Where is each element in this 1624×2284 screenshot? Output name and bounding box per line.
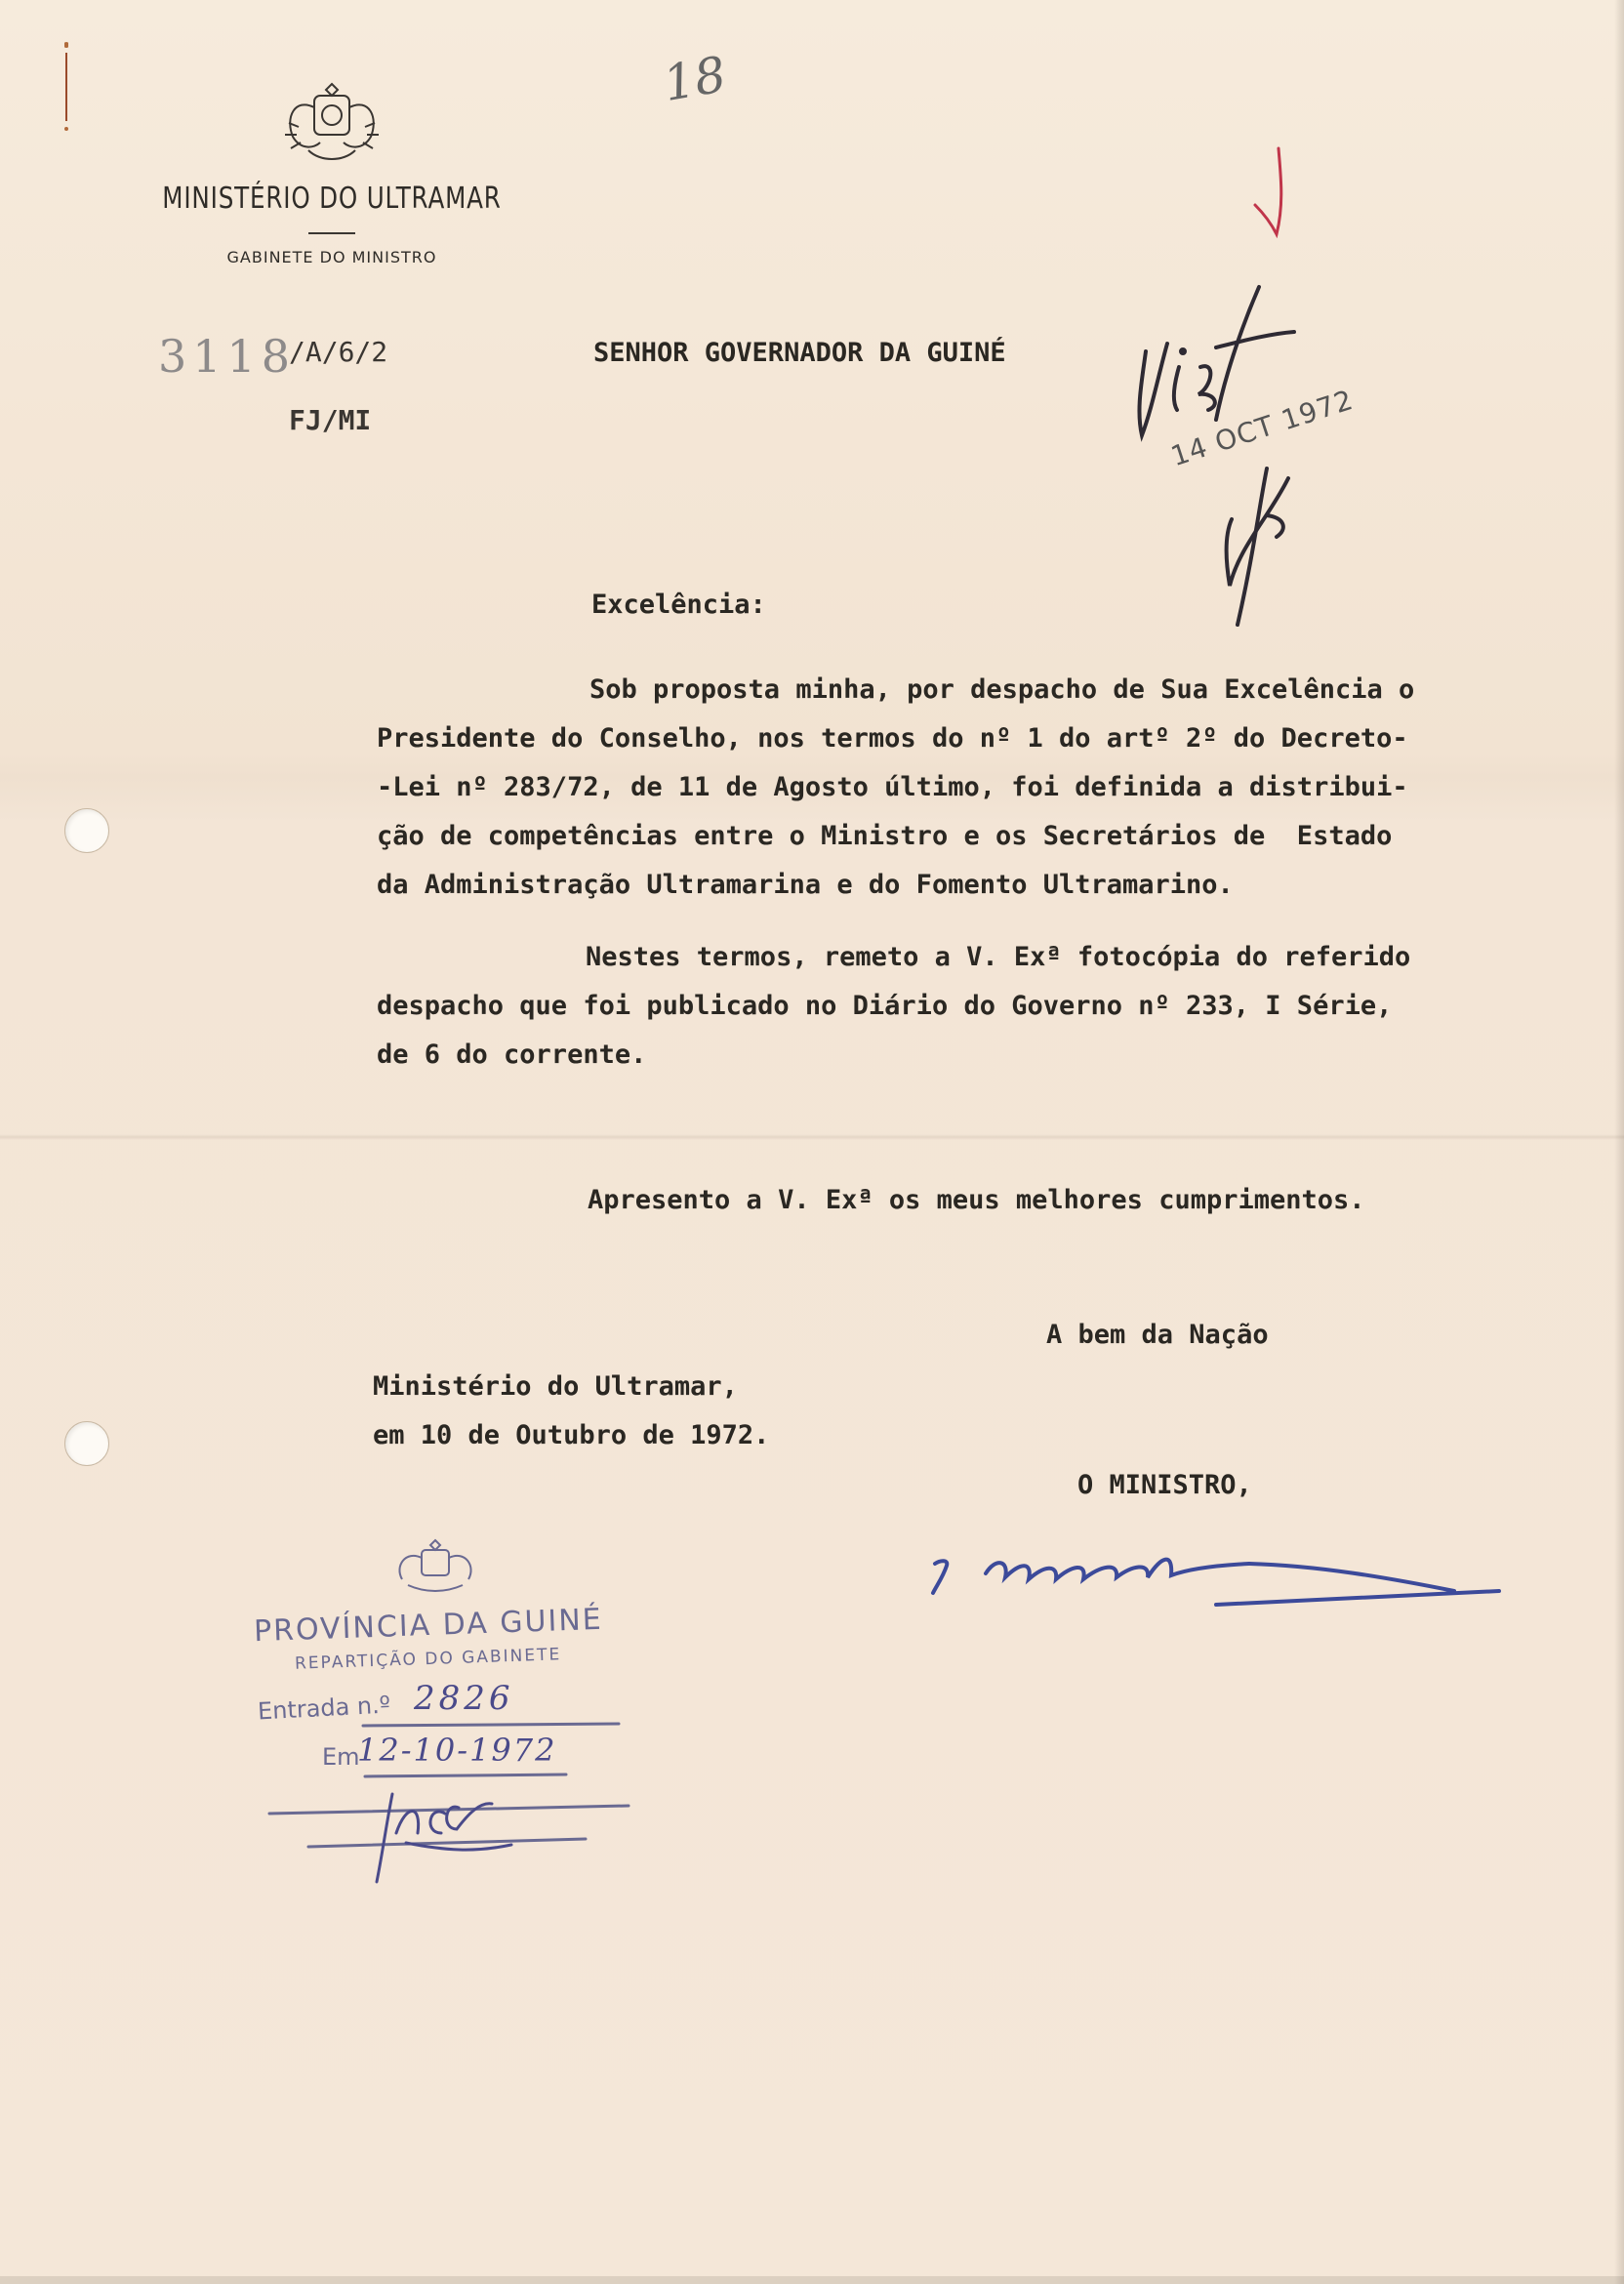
closing-line: Apresento a V. Exª os meus melhores cumprimentos. (588, 1185, 1365, 1215)
stamp-entry-label: Entrada n.º (257, 1691, 391, 1726)
body-paragraph-1 (377, 666, 1528, 910)
received-date-stamp: 14 OCT 1972 (1166, 383, 1358, 473)
minister-signature (927, 1523, 1513, 1640)
stamp-subtitle: REPARTIÇÃO DO GABINETE (294, 1645, 562, 1674)
ministry-name: MINISTÉRIO DO ULTRAMAR (162, 182, 502, 216)
stamp-ruled-lines (250, 1687, 660, 1901)
paragraph-line: de 6 do corrente. (377, 1040, 647, 1070)
place-and-date (373, 1363, 769, 1460)
punch-hole-bottom (64, 1421, 109, 1466)
handwritten-visto-annotation (1122, 273, 1347, 644)
letterhead-divider (308, 232, 355, 234)
addressee: SENHOR GOVERNADOR DA GUINÉ (593, 338, 1006, 368)
paragraph-line: -Lei nº 283/72, de 11 de Agosto último, foi definida a distribui- (377, 772, 1408, 802)
red-check-mark (1251, 144, 1290, 242)
valediction: A bem da Nação (1046, 1320, 1269, 1350)
cabinet-name: GABINETE DO MINISTRO (226, 248, 437, 266)
stamp-crest-icon (386, 1536, 484, 1595)
reference-number: 3118 (158, 330, 297, 383)
paragraph-line: Sob proposta minha, por despacho de Sua Excelência o (589, 674, 1415, 705)
paragraph-line: ção de competências entre o Ministro e os Secretários de Estado (377, 821, 1393, 851)
stamp-date-value: 12-10-1972 (357, 1732, 557, 1769)
stamp-entry-number: 2826 (414, 1679, 514, 1718)
date-line: em 10 de Outubro de 1972. (373, 1420, 770, 1450)
punch-hole-top (64, 808, 109, 853)
page-bottom-edge (0, 2276, 1624, 2284)
coat-of-arms-icon (275, 78, 388, 168)
entry-registration-stamp (250, 1530, 660, 1901)
signatory-title: O MINISTRO, (1077, 1470, 1252, 1500)
reference-initials: FJ/MI (289, 404, 372, 436)
paragraph-line: da Administração Ultramarina e do Fomento Ultramarino. (377, 870, 1234, 900)
paragraph-line: Presidente do Conselho, nos termos do nº 1 do artº 2º do Decreto- (377, 723, 1408, 754)
salutation: Excelência: (591, 590, 766, 620)
page-edge-shadow (1614, 0, 1624, 2284)
reference-suffix: /A/6/2 (289, 336, 388, 368)
place-line: Ministério do Ultramar, (373, 1371, 738, 1402)
paragraph-line: despacho que foi publicado no Diário do Governo nº 233, I Série, (377, 991, 1393, 1021)
paper-fold (0, 1134, 1624, 1140)
paragraph-line: Nestes termos, remeto a V. Exª fotocópia do referido (586, 942, 1411, 972)
stamp-date-label: Em (322, 1743, 360, 1771)
pin-mark (64, 39, 68, 137)
body-paragraph-2 (377, 933, 1528, 1080)
stamp-title: PROVÍNCIA DA GUINÉ (253, 1602, 604, 1650)
page-number: 18 (659, 45, 731, 113)
